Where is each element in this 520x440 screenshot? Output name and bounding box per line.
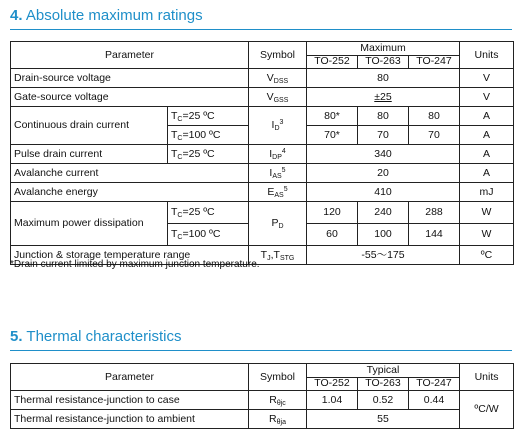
value-cell: 80	[307, 69, 460, 88]
param-cell: Gate-source voltage	[11, 88, 249, 107]
table-row	[11, 107, 514, 126]
value-cell: 80	[409, 107, 460, 126]
value-cell: 144	[409, 224, 460, 246]
symbol-cell: $I_{AS}^5$	[249, 164, 307, 183]
footnote: *Drain current limited by maximum junction temperature.	[10, 259, 260, 270]
section-4-rule	[10, 29, 512, 30]
header-to252: TO-252	[307, 377, 358, 391]
param-cell: Avalanche current	[11, 164, 249, 183]
table-row	[11, 183, 514, 202]
header-symbol: Symbol	[249, 42, 307, 69]
unit-cell: A	[460, 164, 514, 183]
value-cell: 410	[307, 183, 460, 202]
section-4-heading: Absolute maximum ratings	[25, 7, 203, 24]
value-cell: ±25	[307, 88, 460, 107]
value-cell: 288	[409, 202, 460, 224]
value-cell: 70	[358, 126, 409, 145]
unit-cell: W	[460, 224, 514, 246]
section-5-title	[10, 328, 181, 345]
condition-cell: $T_C=100$ ºC	[168, 224, 249, 246]
header-units: Units	[460, 364, 514, 391]
param-cell: Avalanche energy	[11, 183, 249, 202]
header-parameter: Parameter	[11, 364, 249, 391]
param-cell: Drain-source voltage	[11, 69, 249, 88]
symbol-cell: $I_D^3$	[249, 107, 307, 145]
param-cell: Thermal resistance-junction to ambient	[11, 410, 249, 429]
symbol-cell: $R_{\theta jc}$	[249, 391, 307, 410]
condition-cell: $T_C=25$ ºC	[168, 107, 249, 126]
header-to263: TO-263	[358, 55, 409, 69]
unit-cell: mJ	[460, 183, 514, 202]
value-cell: 1.04	[307, 391, 358, 410]
symbol-cell: $I_{DP}^4$	[249, 145, 307, 164]
value-cell: 0.52	[358, 391, 409, 410]
section-5-heading: Thermal characteristics	[26, 328, 182, 345]
section-4-number: 4.	[10, 7, 23, 24]
section-4-title	[10, 7, 203, 24]
unit-cell: ºC	[460, 246, 514, 265]
value-cell: 60	[307, 224, 358, 246]
value-cell: 55	[307, 410, 460, 429]
param-cell: Maximum power dissipation	[11, 202, 168, 246]
value-cell: 0.44	[409, 391, 460, 410]
unit-cell: V	[460, 69, 514, 88]
value-cell: 80	[358, 107, 409, 126]
condition-cell: $T_C=25$ ºC	[168, 145, 249, 164]
table-row	[11, 202, 514, 224]
symbol-cell: $V_{GSS}$	[249, 88, 307, 107]
table-row	[11, 164, 514, 183]
thermal-characteristics-table	[10, 363, 514, 429]
table-row	[11, 145, 514, 164]
table-header-row	[11, 42, 514, 56]
symbol-cell: $V_{DSS}$	[249, 69, 307, 88]
unit-cell: A	[460, 126, 514, 145]
value-cell: 70*	[307, 126, 358, 145]
header-parameter: Parameter	[11, 42, 249, 69]
header-maximum: Maximum	[307, 42, 460, 56]
symbol-cell: $R_{\theta ja}$	[249, 410, 307, 429]
symbol-cell: $T_J,T_{STG}$	[249, 246, 307, 265]
condition-cell: $T_C=25$ ºC	[168, 202, 249, 224]
param-cell: Pulse drain current	[11, 145, 168, 164]
section-5-rule	[10, 350, 512, 351]
value-cell: -55～175	[307, 246, 460, 265]
unit-cell: A	[460, 107, 514, 126]
value-cell: 100	[358, 224, 409, 246]
value-cell: 340	[307, 145, 460, 164]
value-cell: 70	[409, 126, 460, 145]
header-to247: TO-247	[409, 55, 460, 69]
param-cell: Thermal resistance-junction to case	[11, 391, 249, 410]
unit-cell: V	[460, 88, 514, 107]
value-cell: 20	[307, 164, 460, 183]
table-header-row	[11, 364, 514, 378]
param-cell: Continuous drain current	[11, 107, 168, 145]
table-row	[11, 391, 514, 410]
section-5-number: 5.	[10, 328, 23, 345]
header-to247: TO-247	[409, 377, 460, 391]
value-cell: 240	[358, 202, 409, 224]
unit-cell: ºC/W	[460, 391, 514, 429]
table-row	[11, 88, 514, 107]
table-row	[11, 410, 514, 429]
header-typical: Typical	[307, 364, 460, 378]
value-cell: 80*	[307, 107, 358, 126]
header-symbol: Symbol	[249, 364, 307, 391]
absolute-max-ratings-table	[10, 41, 514, 265]
symbol-cell: $E_{AS}^5$	[249, 183, 307, 202]
unit-cell: W	[460, 202, 514, 224]
param-cell: Junction & storage temperature range	[11, 246, 249, 265]
value-cell: 120	[307, 202, 358, 224]
table-row	[11, 69, 514, 88]
header-to252: TO-252	[307, 55, 358, 69]
condition-cell: $T_C=100$ ºC	[168, 126, 249, 145]
unit-cell: A	[460, 145, 514, 164]
symbol-cell: $P_D$	[249, 202, 307, 246]
header-units: Units	[460, 42, 514, 69]
header-to263: TO-263	[358, 377, 409, 391]
